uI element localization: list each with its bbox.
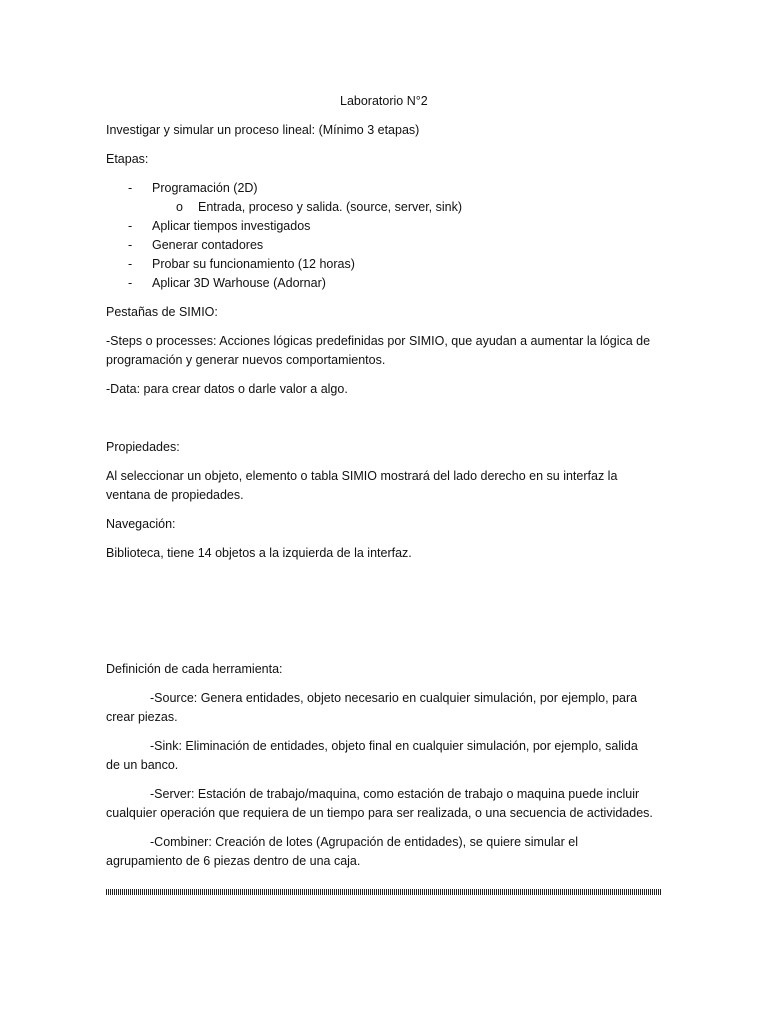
list-item <box>0 236 768 255</box>
document-title: Laboratorio N°2 <box>340 94 428 108</box>
properties-paragraph-line-2: ventana de propiedades. <box>106 488 244 502</box>
objective-text: Investigar y simular un proceso lineal: (Mínimo 3 etapas) <box>106 123 420 137</box>
tools-heading: Definición de cada herramienta: <box>106 662 283 676</box>
list-item-text: Aplicar 3D Warhouse (Adornar) <box>152 276 326 290</box>
list-item <box>0 255 768 274</box>
sub-bullet-marker: o <box>176 200 183 214</box>
properties-paragraph-line-1: Al seleccionar un objeto, elemento o tabla SIMIO mostrará del lado derecho en su interfaz la <box>106 469 618 483</box>
list-item-text: Probar su funcionamiento (12 horas) <box>152 257 355 271</box>
list-dash: - <box>128 257 133 271</box>
combiner-paragraph-line-2: agrupamiento de 6 piezas dentro de una caja. <box>106 854 361 868</box>
combiner-paragraph-line-1: -Combiner: Creación de lotes (Agrupación de entidades), se quiere simular el <box>150 835 578 849</box>
sub-list-item-text: Entrada, proceso y salida. (source, server, sink) <box>198 200 463 214</box>
list-item <box>0 274 768 293</box>
server-paragraph-line-1: -Server: Estación de trabajo/maquina, como estación de trabajo o maquina puede incluir <box>150 787 640 801</box>
tabs-heading: Pestañas de SIMIO: <box>106 305 218 319</box>
properties-heading: Propiedades: <box>106 440 180 454</box>
list-item-text: Aplicar tiempos investigados <box>152 219 311 233</box>
list-dash: - <box>128 276 133 290</box>
source-paragraph-line-1: -Source: Genera entidades, objeto necesario en cualquier simulación, por ejemplo, para <box>150 691 638 705</box>
sink-paragraph-line-2: de un banco. <box>106 758 179 772</box>
navigation-heading: Navegación: <box>106 517 176 531</box>
list-dash: - <box>128 238 133 252</box>
navigation-paragraph: Biblioteca, tiene 14 objetos a la izquierda de la interfaz. <box>106 546 412 560</box>
sub-list-item <box>0 198 768 217</box>
list-item <box>0 217 768 236</box>
steps-paragraph-line-1: -Steps o processes: Acciones lógicas predefinidas por SIMIO, que ayudan a aumentar la lógica de <box>106 334 651 348</box>
source-paragraph-line-2: crear piezas. <box>106 710 178 724</box>
sink-paragraph-line-1: -Sink: Eliminación de entidades, objeto final en cualquier simulación, por ejemplo, salida <box>150 739 638 753</box>
server-paragraph-line-2: cualquier operación que requiera de un tiempo para ser realizada, o una secuencia de actividades. <box>106 806 653 820</box>
list-item-text: Generar contadores <box>152 238 264 252</box>
data-paragraph: -Data: para crear datos o darle valor a algo. <box>106 382 348 396</box>
steps-paragraph-line-2: programación y generar nuevos comportamientos. <box>106 353 386 367</box>
dotted-separator <box>106 889 662 895</box>
list-item-text: Programación (2D) <box>152 181 258 195</box>
list-item <box>0 179 768 198</box>
list-dash: - <box>128 219 133 233</box>
stages-heading: Etapas: <box>106 152 149 166</box>
list-dash: - <box>128 181 133 195</box>
